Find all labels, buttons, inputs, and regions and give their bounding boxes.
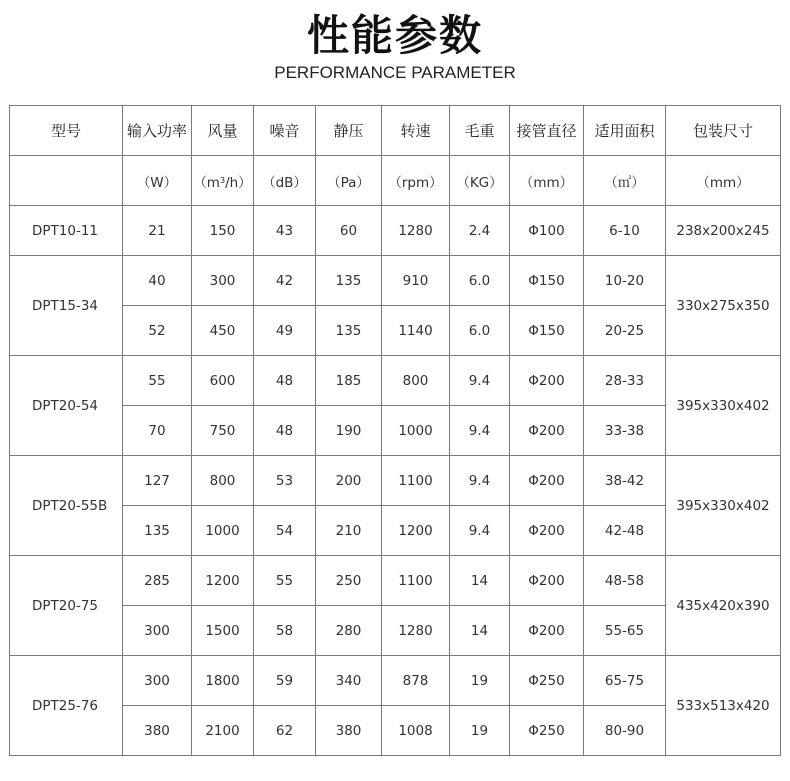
weight-cell: 19 — [450, 656, 510, 706]
table-row — [10, 256, 781, 306]
pressure-cell: 210 — [316, 506, 382, 556]
header-model: 型号 — [10, 106, 123, 156]
pressure-cell: 135 — [316, 256, 382, 306]
pressure-cell: 340 — [316, 656, 382, 706]
diameter-cell: Φ200 — [510, 506, 584, 556]
power-cell: 70 — [123, 406, 192, 456]
unit-package: （mm） — [666, 156, 781, 206]
airflow-cell: 300 — [192, 256, 254, 306]
diameter-cell: Φ200 — [510, 406, 584, 456]
speed-cell: 1100 — [382, 556, 450, 606]
airflow-cell: 1500 — [192, 606, 254, 656]
power-cell: 300 — [123, 606, 192, 656]
package-cell: 330x275x350 — [666, 256, 781, 356]
unit-speed: （rpm） — [382, 156, 450, 206]
airflow-cell: 750 — [192, 406, 254, 456]
power-cell: 380 — [123, 706, 192, 756]
noise-cell: 48 — [254, 356, 316, 406]
page-subtitle: PERFORMANCE PARAMETER — [274, 63, 516, 82]
table-row — [10, 306, 781, 356]
area-cell: 55-65 — [584, 606, 666, 656]
header-pressure: 静压 — [316, 106, 382, 156]
weight-cell: 2.4 — [450, 206, 510, 256]
noise-cell: 54 — [254, 506, 316, 556]
unit-area: （㎡） — [584, 156, 666, 206]
performance-table — [9, 105, 781, 756]
power-cell: 135 — [123, 506, 192, 556]
table-row — [10, 606, 781, 656]
noise-cell: 59 — [254, 656, 316, 706]
speed-cell: 1140 — [382, 306, 450, 356]
diameter-cell: Φ150 — [510, 256, 584, 306]
diameter-cell: Φ200 — [510, 556, 584, 606]
header-area: 适用面积 — [584, 106, 666, 156]
power-cell: 21 — [123, 206, 192, 256]
package-cell: 395x330x402 — [666, 456, 781, 556]
pressure-cell: 380 — [316, 706, 382, 756]
noise-cell: 43 — [254, 206, 316, 256]
power-cell: 55 — [123, 356, 192, 406]
power-cell: 40 — [123, 256, 192, 306]
noise-cell: 53 — [254, 456, 316, 506]
power-cell: 127 — [123, 456, 192, 506]
airflow-cell: 2100 — [192, 706, 254, 756]
area-cell: 28-33 — [584, 356, 666, 406]
model-cell: DPT25-76 — [10, 656, 123, 756]
area-cell: 48-58 — [584, 556, 666, 606]
unit-model — [10, 156, 123, 206]
weight-cell: 14 — [450, 606, 510, 656]
table-row — [10, 506, 781, 556]
airflow-cell: 600 — [192, 356, 254, 406]
power-cell: 52 — [123, 306, 192, 356]
airflow-cell: 1800 — [192, 656, 254, 706]
table-row — [10, 656, 781, 706]
pressure-cell: 250 — [316, 556, 382, 606]
model-cell: DPT20-55B — [10, 456, 123, 556]
weight-cell: 9.4 — [450, 506, 510, 556]
package-cell: 395x330x402 — [666, 356, 781, 456]
noise-cell: 48 — [254, 406, 316, 456]
model-cell: DPT20-54 — [10, 356, 123, 456]
noise-cell: 62 — [254, 706, 316, 756]
table-row — [10, 706, 781, 756]
speed-cell: 910 — [382, 256, 450, 306]
table-row — [10, 206, 781, 256]
weight-cell: 9.4 — [450, 456, 510, 506]
area-cell: 38-42 — [584, 456, 666, 506]
table-row — [10, 456, 781, 506]
airflow-cell: 1000 — [192, 506, 254, 556]
speed-cell: 1280 — [382, 606, 450, 656]
speed-cell: 1200 — [382, 506, 450, 556]
diameter-cell: Φ150 — [510, 306, 584, 356]
unit-power: （W） — [123, 156, 192, 206]
header-package: 包装尺寸 — [666, 106, 781, 156]
diameter-cell: Φ100 — [510, 206, 584, 256]
diameter-cell: Φ250 — [510, 656, 584, 706]
noise-cell: 55 — [254, 556, 316, 606]
header-row — [10, 106, 781, 156]
area-cell: 33-38 — [584, 406, 666, 456]
speed-cell: 1000 — [382, 406, 450, 456]
header-weight: 毛重 — [450, 106, 510, 156]
airflow-cell: 150 — [192, 206, 254, 256]
pressure-cell: 185 — [316, 356, 382, 406]
table-row — [10, 556, 781, 606]
power-cell: 285 — [123, 556, 192, 606]
package-cell: 238x200x245 — [666, 206, 781, 256]
power-cell: 300 — [123, 656, 192, 706]
pressure-cell: 135 — [316, 306, 382, 356]
diameter-cell: Φ200 — [510, 356, 584, 406]
pressure-cell: 60 — [316, 206, 382, 256]
header-diameter: 接管直径 — [510, 106, 584, 156]
pressure-cell: 190 — [316, 406, 382, 456]
area-cell: 20-25 — [584, 306, 666, 356]
airflow-cell: 1200 — [192, 556, 254, 606]
speed-cell: 1100 — [382, 456, 450, 506]
noise-cell: 58 — [254, 606, 316, 656]
unit-airflow: $(m^3/h)$ — [192, 156, 254, 206]
weight-cell: 9.4 — [450, 406, 510, 456]
area-cell: 80-90 — [584, 706, 666, 756]
speed-cell: 878 — [382, 656, 450, 706]
noise-cell: 49 — [254, 306, 316, 356]
weight-cell: 6.0 — [450, 256, 510, 306]
model-cell: DPT20-75 — [10, 556, 123, 656]
unit-noise: （dB） — [254, 156, 316, 206]
page-title: 性能参数 — [306, 11, 483, 60]
unit-diameter: （mm） — [510, 156, 584, 206]
weight-cell: 19 — [450, 706, 510, 756]
package-cell: 435x420x390 — [666, 556, 781, 656]
header-airflow: 风量 — [192, 106, 254, 156]
pressure-cell: 200 — [316, 456, 382, 506]
model-cell: DPT15-34 — [10, 256, 123, 356]
weight-cell: 6.0 — [450, 306, 510, 356]
weight-cell: 14 — [450, 556, 510, 606]
unit-weight: （KG） — [450, 156, 510, 206]
area-cell: 6-10 — [584, 206, 666, 256]
package-cell: 533x513x420 — [666, 656, 781, 756]
pressure-cell: 280 — [316, 606, 382, 656]
header-noise: 噪音 — [254, 106, 316, 156]
table-row — [10, 356, 781, 406]
model-cell: DPT10-11 — [10, 206, 123, 256]
header-power: 输入功率 — [123, 106, 192, 156]
diameter-cell: Φ250 — [510, 706, 584, 756]
diameter-cell: Φ200 — [510, 456, 584, 506]
area-cell: 65-75 — [584, 656, 666, 706]
airflow-cell: 800 — [192, 456, 254, 506]
area-cell: 42-48 — [584, 506, 666, 556]
airflow-cell: 450 — [192, 306, 254, 356]
unit-pressure: （Pa） — [316, 156, 382, 206]
diameter-cell: Φ200 — [510, 606, 584, 656]
speed-cell: 1280 — [382, 206, 450, 256]
header-speed: 转速 — [382, 106, 450, 156]
speed-cell: 800 — [382, 356, 450, 406]
weight-cell: 9.4 — [450, 356, 510, 406]
area-cell: 10-20 — [584, 256, 666, 306]
units-row — [10, 156, 781, 206]
table-row — [10, 406, 781, 456]
noise-cell: 42 — [254, 256, 316, 306]
speed-cell: 1008 — [382, 706, 450, 756]
